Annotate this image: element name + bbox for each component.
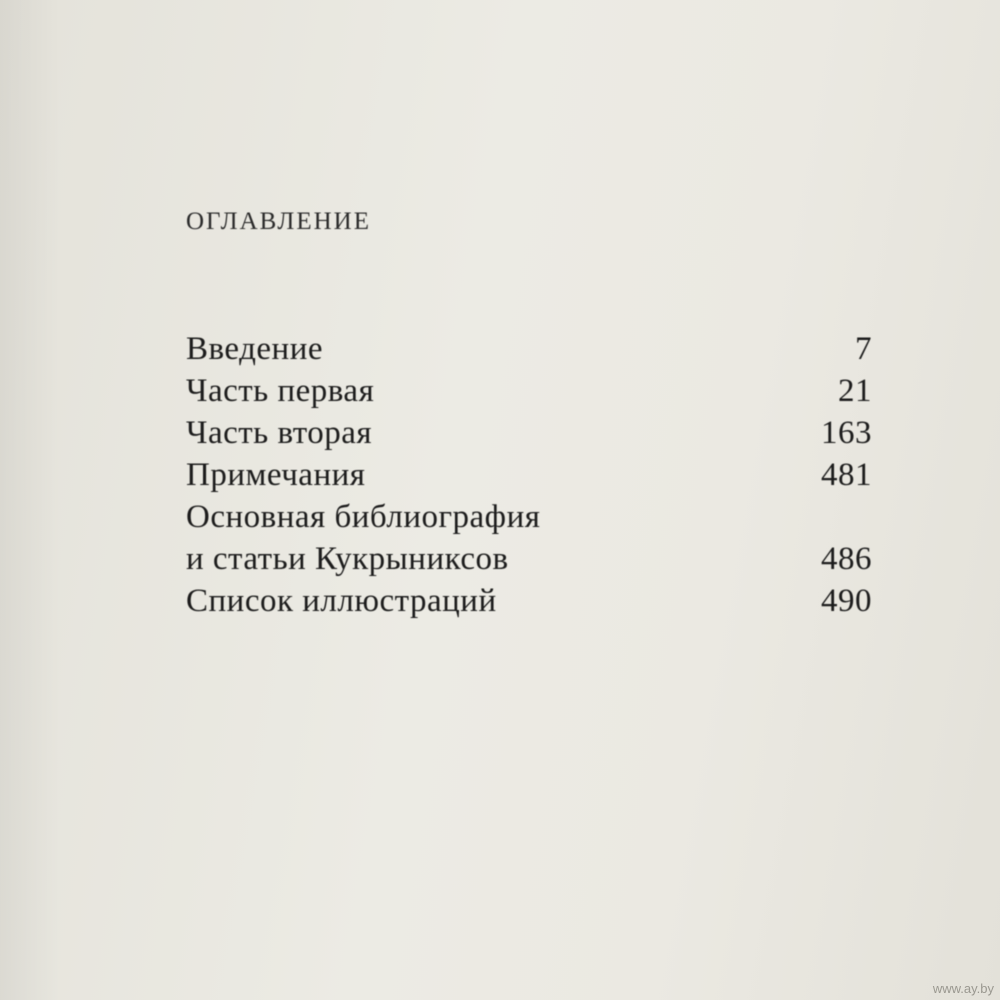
watermark: www.ay.by bbox=[932, 981, 994, 996]
toc-entry-title: Примечания bbox=[186, 457, 366, 493]
toc-entry-page: 486 bbox=[821, 541, 872, 577]
toc-entry-notes bbox=[186, 454, 872, 496]
toc-entry-title: Часть первая bbox=[186, 373, 375, 409]
toc-heading: ОГЛАВЛЕНИЕ bbox=[186, 208, 371, 235]
toc-entry-part-one bbox=[186, 370, 872, 412]
table-of-contents bbox=[186, 328, 872, 622]
toc-entry-title: Основная библиография bbox=[186, 499, 541, 535]
toc-entry-introduction bbox=[186, 328, 872, 370]
toc-entry-page: 7 bbox=[855, 331, 872, 367]
toc-entry-bibliography bbox=[186, 496, 872, 580]
toc-entry-title-continued: и статьи Кукрыниксов bbox=[186, 541, 509, 577]
toc-entry-title: Часть вторая bbox=[186, 415, 373, 451]
toc-entry-part-two bbox=[186, 412, 872, 454]
toc-entry-page: 481 bbox=[821, 457, 872, 493]
toc-entry-page: 21 bbox=[838, 373, 872, 409]
toc-entry-title: Список иллюстраций bbox=[186, 583, 497, 619]
toc-entry-page: 490 bbox=[821, 583, 872, 619]
toc-entry-page: 163 bbox=[821, 415, 872, 451]
toc-entry-title: Введение bbox=[186, 331, 324, 367]
page-edge-shadow bbox=[0, 0, 60, 1000]
toc-entry-line bbox=[186, 496, 872, 538]
toc-entry-line bbox=[186, 538, 872, 580]
toc-entry-illustrations bbox=[186, 580, 872, 622]
